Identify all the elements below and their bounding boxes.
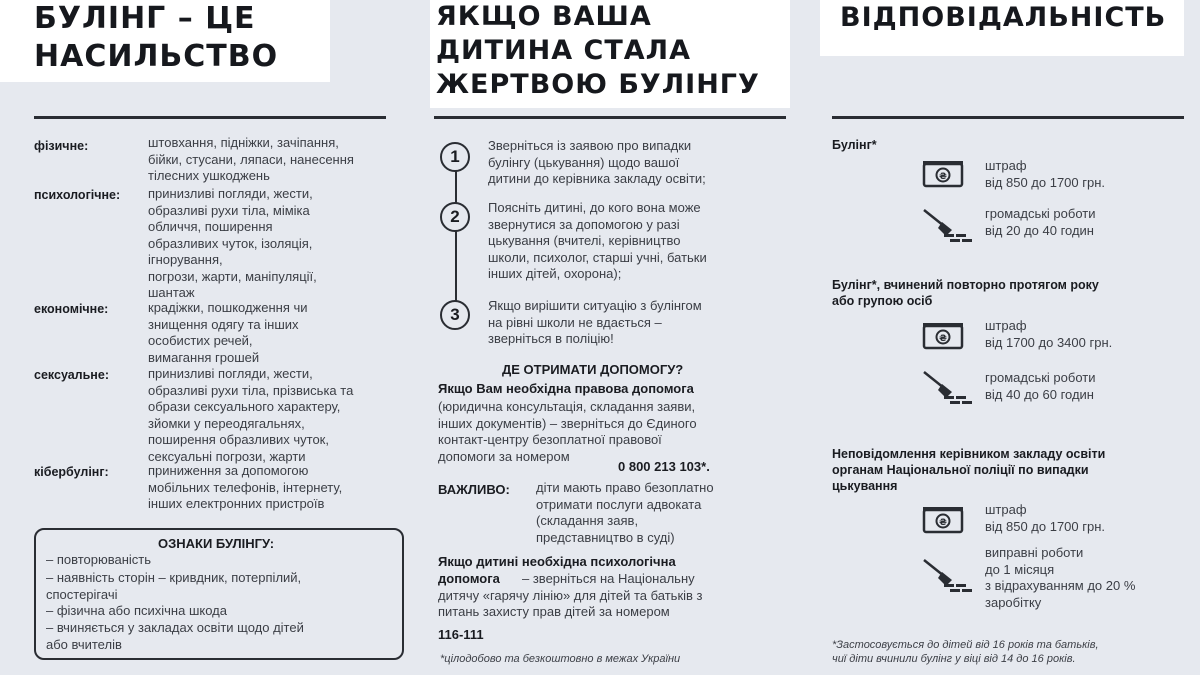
penalty-range: від 40 до 60 годин xyxy=(985,387,1094,402)
legal-help-phone: 0 800 213 103*. xyxy=(618,459,710,474)
section-title: Булінг* xyxy=(832,138,877,152)
victim-help-column xyxy=(418,0,800,675)
footnote: *цілодобово та безкоштовно в межах України xyxy=(440,653,681,665)
legal-help-heading: Якщо Вам необхідна правова допомога xyxy=(438,381,694,396)
divider xyxy=(832,116,1184,119)
column-title: ВІДПОВІДАЛЬНІСТЬ xyxy=(840,2,1167,33)
fine-range: від 850 до 1700 грн. xyxy=(985,175,1106,190)
penalty-label: громадські роботи xyxy=(985,370,1096,385)
step-3-text: Якщо вирішити ситуацію з булінгом на рівні школи не вдається – зверніться в поліцію! xyxy=(488,298,702,346)
divider xyxy=(434,116,786,119)
type-label-economic: економічне: xyxy=(34,302,109,316)
fine-label: штраф xyxy=(985,502,1027,517)
shovel-icon xyxy=(918,556,974,592)
penalty-label: виправні роботи до 1 місяця з відрахуванням до 20 % заробітку xyxy=(985,545,1136,610)
signs-title: ОЗНАКИ БУЛІНГУ: xyxy=(158,536,275,551)
psych-help-text: – зверніться на Національну дитячу «гарячу лінію» для дітей та батьків з питань захисту прав дітей за номером xyxy=(438,571,703,619)
responsibility-column xyxy=(800,0,1200,675)
penalty-label: громадські роботи xyxy=(985,206,1096,221)
type-label-cyberbullying: кібербулінг: xyxy=(34,465,109,479)
type-text-sexual: принизливі погляди, жести, образливі рухи тіла, прізвиська та образи сексуального характеру, зйомки у переодягальнях, поширення образливих чуток, сексуальні погрози, жарти xyxy=(148,366,354,464)
sign-item: – вчиняється у закладах освіти щодо дітей або вчителів xyxy=(46,620,304,652)
section-title: Булінг*, вчинений повторно протягом року або групою осіб xyxy=(832,278,1099,308)
step-2-circle: 2 xyxy=(440,202,470,232)
fine-label: штраф xyxy=(985,318,1027,333)
important-text: діти мають право безоплатно отримати послуги адвоката (складання заяв, представництво в суді) xyxy=(536,480,714,545)
important-label: ВАЖЛИВО: xyxy=(438,482,510,497)
fine-range: від 1700 до 3400 грн. xyxy=(985,335,1113,350)
type-label-sexual: сексуальне: xyxy=(34,368,109,382)
hotline-number: 116-111 xyxy=(438,627,484,642)
money-icon xyxy=(922,160,964,188)
divider xyxy=(34,116,386,119)
legal-help-text: (юридична консультація, складання заяви, інших документів) – зверніться до Єдиного контакт-центру безоплатної правової допомоги за номером xyxy=(438,399,697,464)
section-title: Неповідомлення керівником закладу освіти органам Національної поліції по випадки цькування xyxy=(832,447,1106,493)
type-text-psychological: принизливі погляди, жести, образливі рухи тіла, міміка обличчя, поширення образливих чуток, ізоляція, ігнорування, погрози, жарти, маніпуляції, шантаж xyxy=(148,186,317,300)
svg-text:₴: ₴ xyxy=(939,172,947,182)
svg-text:₴: ₴ xyxy=(939,518,947,528)
type-label-psychological: психологічне: xyxy=(34,188,121,202)
footnote: *Застосовується до дітей від 16 років та батьків, чиї діти вчинили булінг у віці від 14 до 16 років. xyxy=(832,639,1099,665)
sign-item: – повторюваність xyxy=(46,552,152,567)
step-2-text: Поясніть дитині, до кого вона може звернутися за допомогою у разі цькування (вчителі, керівництво школи, психолог, старші учні, батьки інших дітей, охорона); xyxy=(488,200,707,281)
type-text-physical: штовхання, підніжки, зачіпання, бійки, стусани, ляпаси, нанесення тілесних ушкоджень xyxy=(148,135,354,183)
type-label-physical: фізичне: xyxy=(34,139,89,153)
penalty-range: від 20 до 40 годин xyxy=(985,223,1094,238)
step-3-circle: 3 xyxy=(440,300,470,330)
step-1-text: Зверніться із заявою про випадки булінгу (цькування) щодо вашої дитини до керівника закладу освіти; xyxy=(488,138,706,186)
fine-range: від 850 до 1700 грн. xyxy=(985,519,1106,534)
type-text-economic: крадіжки, пошкодження чи знищення одягу та інших особистих речей, вимагання грошей xyxy=(148,300,308,365)
column-title: БУЛІНГ – ЦЕ НАСИЛЬСТВО xyxy=(34,1,279,74)
sign-item: – наявність сторін – кривдник, потерпілий, спостерігачі xyxy=(46,570,302,602)
help-title: ДЕ ОТРИМАТИ ДОПОМОГУ? xyxy=(502,362,684,377)
svg-text:₴: ₴ xyxy=(939,334,947,344)
steps-connector xyxy=(455,160,457,310)
money-icon xyxy=(922,322,964,350)
shovel-icon xyxy=(918,368,974,404)
column-title: ЯКЩО ВАША ДИТИНА СТАЛА ЖЕРТВОЮ БУЛІНГУ xyxy=(436,1,760,100)
psych-help-heading: Якщо дитині необхідна психологічна допомога xyxy=(438,554,676,586)
sign-item: – фізична або психічна шкода xyxy=(46,603,227,618)
money-icon xyxy=(922,506,964,534)
step-1-circle: 1 xyxy=(440,142,470,172)
shovel-icon xyxy=(918,206,974,242)
fine-label: штраф xyxy=(985,158,1027,173)
bullying-is-violence-column xyxy=(0,0,418,675)
type-text-cyberbullying: приниження за допомогою мобільних телефонів, інтернету, інших електронних пристроїв xyxy=(148,463,343,511)
